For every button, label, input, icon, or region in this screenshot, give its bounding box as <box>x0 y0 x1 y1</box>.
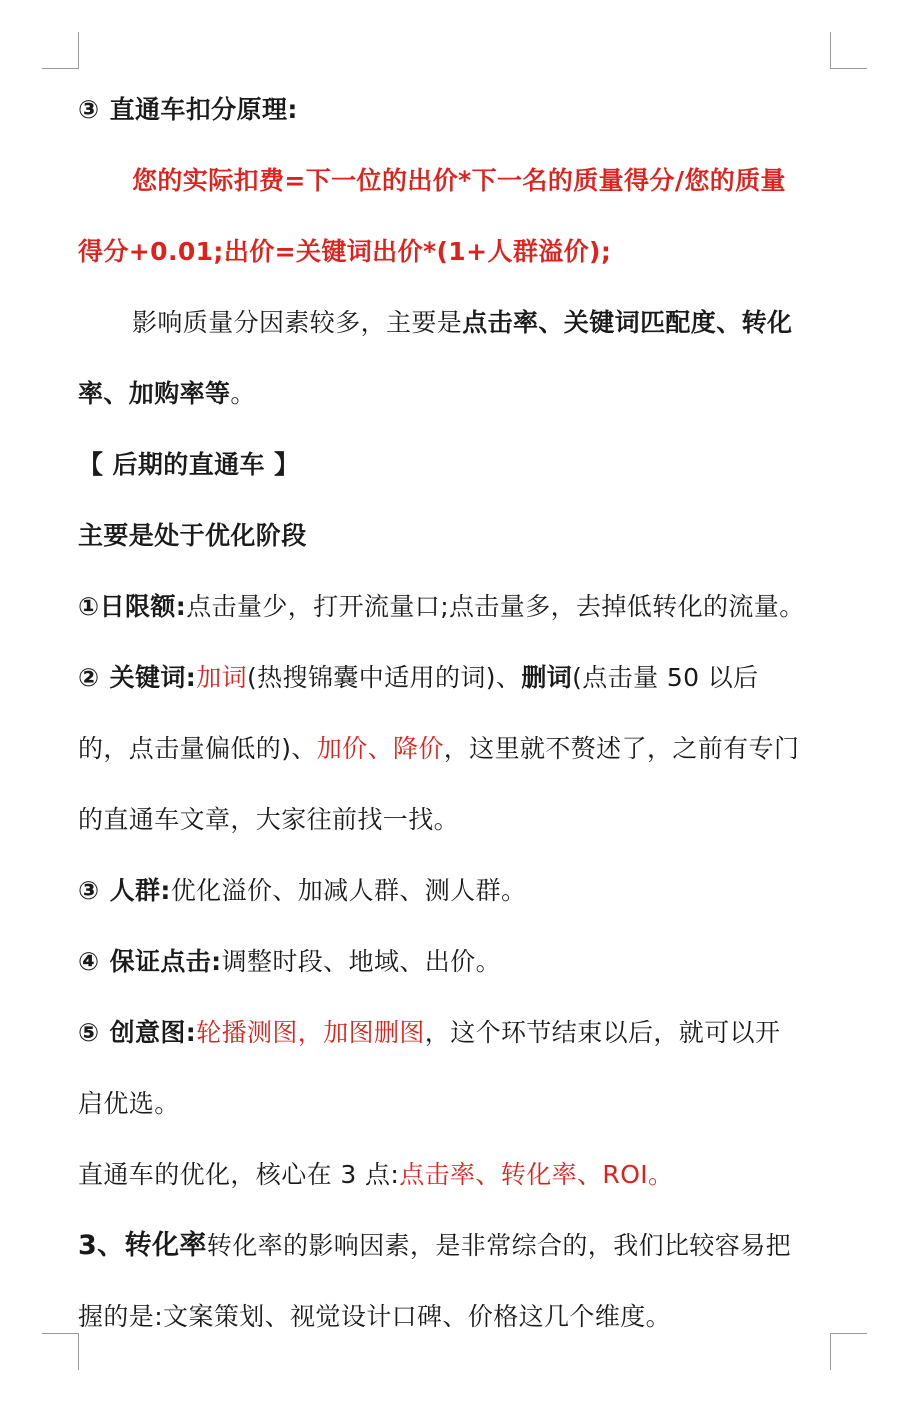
add-word: 加词 <box>196 663 247 692</box>
circled-number: ③ <box>78 876 100 905</box>
item-label: 日限额: <box>99 592 187 621</box>
optimization-points: 点击率、转化率、ROI。 <box>399 1160 674 1189</box>
conversion-heading: 3、转化率 <box>78 1230 207 1261</box>
formula-line-2: 得分+0.01;出价=关键词出价*(1+人群溢价); <box>78 237 612 266</box>
influence-line-2 <box>78 358 848 429</box>
influence-factors-2: 率、加购率等 <box>78 379 231 408</box>
item-label: 关键词: <box>109 663 197 692</box>
formula-line-1: 您的实际扣费=下一位的出价*下一名的质量得分/您的质量 <box>132 166 786 195</box>
delete-word-note-cont: 的，点击量偏低的)、 <box>78 734 317 763</box>
item-creative-line-2: 启优选。 <box>78 1089 180 1118</box>
section-3-heading <box>78 74 848 145</box>
item-creative-line-1 <box>78 997 848 1068</box>
conversion-text: 转化率的影响因素，是非常综合的，我们比较容易把 <box>206 1231 791 1260</box>
circled-number: ⑤ <box>78 1018 100 1047</box>
influence-factors-1: 点击率、关键词匹配度、转化 <box>462 308 793 337</box>
item-text: 调整时段、地域、出价。 <box>221 947 501 976</box>
item-label: 人群: <box>109 876 171 905</box>
influence-prefix: 影响质量分因素较多，主要是 <box>132 308 463 337</box>
item-label: 创意图: <box>109 1018 197 1047</box>
page-corner-mark-top-left <box>42 32 79 69</box>
circled-number: ② <box>78 663 100 692</box>
circled-number: ③ <box>78 95 100 124</box>
item-keywords-line-2 <box>78 713 848 784</box>
item-daily-limit <box>78 571 848 642</box>
circled-number: ④ <box>78 947 100 976</box>
price-change: 加价、降价 <box>316 734 444 763</box>
item-text: 点击量少，打开流量口;点击量多，去掉低转化的流量。 <box>186 592 805 621</box>
item-keywords-line-3: 的直通车文章，大家往前找一找。 <box>78 805 460 834</box>
section-3-title: 直通车扣分原理: <box>109 95 298 124</box>
delete-word-note: (点击量 50 以后 <box>572 663 759 692</box>
circled-number: ① <box>78 592 100 621</box>
conversion-line-1 <box>78 1210 848 1281</box>
item-text: 优化溢价、加减人群、测人群。 <box>170 876 527 905</box>
item-label: 保证点击: <box>109 947 222 976</box>
influence-line-1 <box>78 287 848 358</box>
optimization-prefix: 直通车的优化，核心在 3 点: <box>78 1160 400 1189</box>
item-ensure-clicks <box>78 926 848 997</box>
delete-word: 删词 <box>521 663 573 692</box>
influence-end: 。 <box>230 379 256 408</box>
late-stage-subtitle: 主要是处于优化阶段 <box>78 521 307 550</box>
page-corner-mark-top-right <box>830 32 867 69</box>
creative-red-text: 轮播测图，加图删图 <box>196 1018 425 1047</box>
conversion-line-2: 握的是:文案策划、视觉设计口碑、价格这几个维度。 <box>78 1302 672 1331</box>
page-corner-mark-bottom-left <box>42 1333 79 1370</box>
item-crowd <box>78 855 848 926</box>
item-keywords-line-1 <box>78 642 848 713</box>
keywords-rest: ，这里就不赘述了，之前有专门 <box>443 734 800 763</box>
item-text: ，这个环节结束以后，就可以开 <box>424 1018 781 1047</box>
late-stage-title: 【 后期的直通车 】 <box>78 450 300 479</box>
document-body <box>78 74 848 1352</box>
optimization-core <box>78 1139 848 1210</box>
add-word-note: (热搜锦囊中适用的词)、 <box>247 663 522 692</box>
